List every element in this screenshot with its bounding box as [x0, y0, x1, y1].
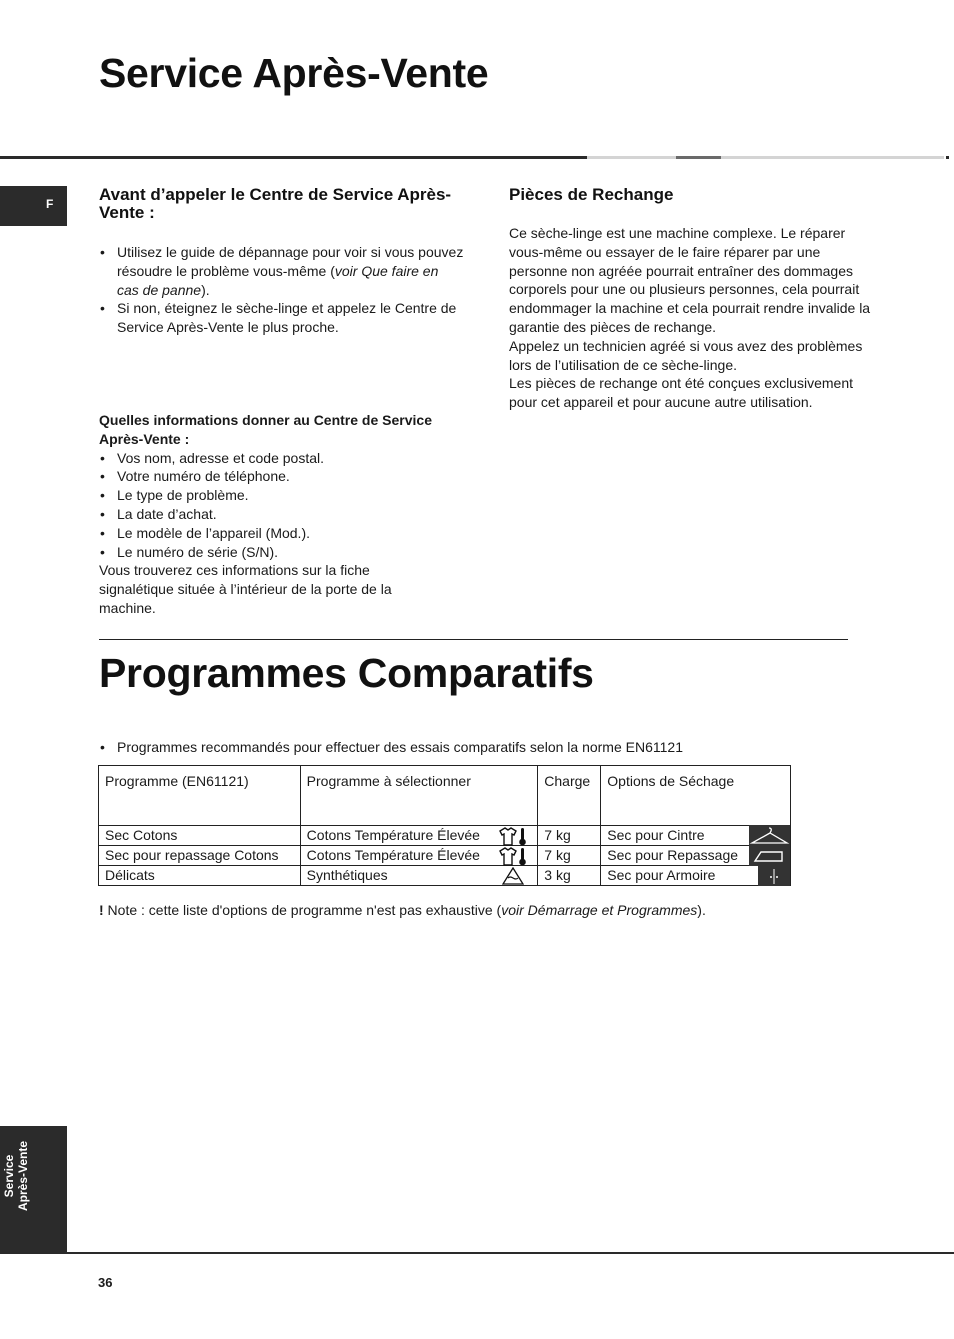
- troubleshooting-reference: voir Que faire en cas de panne: [117, 262, 439, 298]
- section-heading-before-calling: Avant d’appeler le Centre de Service Après-Vente :: [99, 185, 452, 222]
- table-header-row: [99, 766, 791, 826]
- programme-cell: Sec pour repassage Cotons: [99, 846, 301, 866]
- comparative-intro-list: [99, 738, 819, 757]
- programme-cell: Délicats: [99, 866, 301, 886]
- spare-parts-paragraph: Ce sèche-linge est une machine complexe. Le réparer vous-même ou essayer de le faire réparer par une personne non agréée pourrait entraîner des dommages corporels pour une ou plusieurs personnes, cela pourrait endommager la machine et cela pourrait rendre invalide la garantie des pièces de rechange.: [509, 225, 871, 335]
- column-header: Programme à sélectionner: [300, 766, 538, 826]
- table-row: [99, 846, 791, 866]
- charge-cell: 7 kg: [538, 826, 601, 846]
- charge-cell: 7 kg: [538, 846, 601, 866]
- column-header: Charge: [538, 766, 601, 826]
- column-header: Options de Séchage: [601, 766, 791, 826]
- table-row: [99, 866, 791, 886]
- list-item: • Le type de problème.: [99, 486, 464, 505]
- list-item: • Utilisez le guide de dépannage pour voir si vous pouvez résoudre le problème vous-même (voir Que faire en cas de panne).: [99, 243, 464, 299]
- before-calling-list: [99, 243, 464, 337]
- page-number: 36: [98, 1275, 113, 1290]
- charge-cell: 3 kg: [538, 866, 601, 886]
- select-cell: Cotons Température Élevée: [300, 826, 538, 846]
- info-list: [99, 449, 464, 562]
- comparative-programs-table: [98, 765, 791, 886]
- wardrobe-icon: [758, 866, 790, 891]
- programme-cell: Sec Cotons: [99, 826, 301, 846]
- table-row: [99, 826, 791, 846]
- list-item: • La date d’achat.: [99, 505, 464, 524]
- side-section-tab: [0, 1126, 67, 1253]
- spare-parts-paragraph: Appelez un technicien agréé si vous avez des problèmes lors de l’utilisation de ce sèche-linge.: [509, 337, 863, 373]
- list-item: • Vos nom, adresse et code postal.: [99, 449, 464, 468]
- option-cell: Sec pour Cintre: [601, 826, 791, 846]
- info-heading: Quelles informations donner au Centre de Service Après-Vente :: [99, 412, 432, 447]
- list-item: • Le numéro de série (S/N).: [99, 543, 464, 562]
- side-tab-line: Après-Vente: [16, 1140, 30, 1212]
- warning-mark: !: [99, 902, 104, 918]
- info-block: [99, 411, 464, 618]
- side-tab-line: Service: [2, 1154, 16, 1198]
- section-title-comparative: Programmes Comparatifs: [99, 650, 594, 696]
- spare-parts-paragraph: Les pièces de rechange ont été conçues exclusivement pour cet appareil et pour aucune autre utilisation.: [509, 375, 853, 411]
- column-header: Programme (EN61121): [99, 766, 301, 826]
- language-tab: F: [0, 186, 67, 226]
- footer-rule: [0, 1252, 954, 1254]
- option-cell: Sec pour Armoire: [601, 866, 791, 886]
- select-cell: Cotons Température Élevée: [300, 846, 538, 866]
- table-note: ! Note : cette liste d'options de programme n'est pas exhaustive (voir Démarrage et Programmes).: [99, 902, 706, 918]
- select-cell: Synthétiques: [300, 866, 538, 886]
- list-item: • Le modèle de l’appareil (Mod.).: [99, 524, 464, 543]
- list-item: • Programmes recommandés pour effectuer des essais comparatifs selon la norme EN61121: [99, 738, 819, 757]
- page-title: Service Après-Vente: [99, 50, 489, 96]
- info-footer: Vous trouverez ces informations sur la fiche signalétique située à l’intérieur de la porte de la machine.: [99, 562, 392, 616]
- list-item: • Si non, éteignez le sèche-linge et appelez le Centre de Service Après-Vente le plus proche.: [99, 299, 464, 337]
- programmes-reference: voir Démarrage et Programmes: [501, 902, 698, 918]
- synthetics-icon: [502, 867, 524, 891]
- section-heading-spare-parts: Pièces de Rechange: [509, 185, 674, 204]
- section-divider: [99, 639, 848, 640]
- list-item: • Votre numéro de téléphone.: [99, 467, 464, 486]
- spare-parts-text: [509, 224, 877, 412]
- option-cell: Sec pour Repassage: [601, 846, 791, 866]
